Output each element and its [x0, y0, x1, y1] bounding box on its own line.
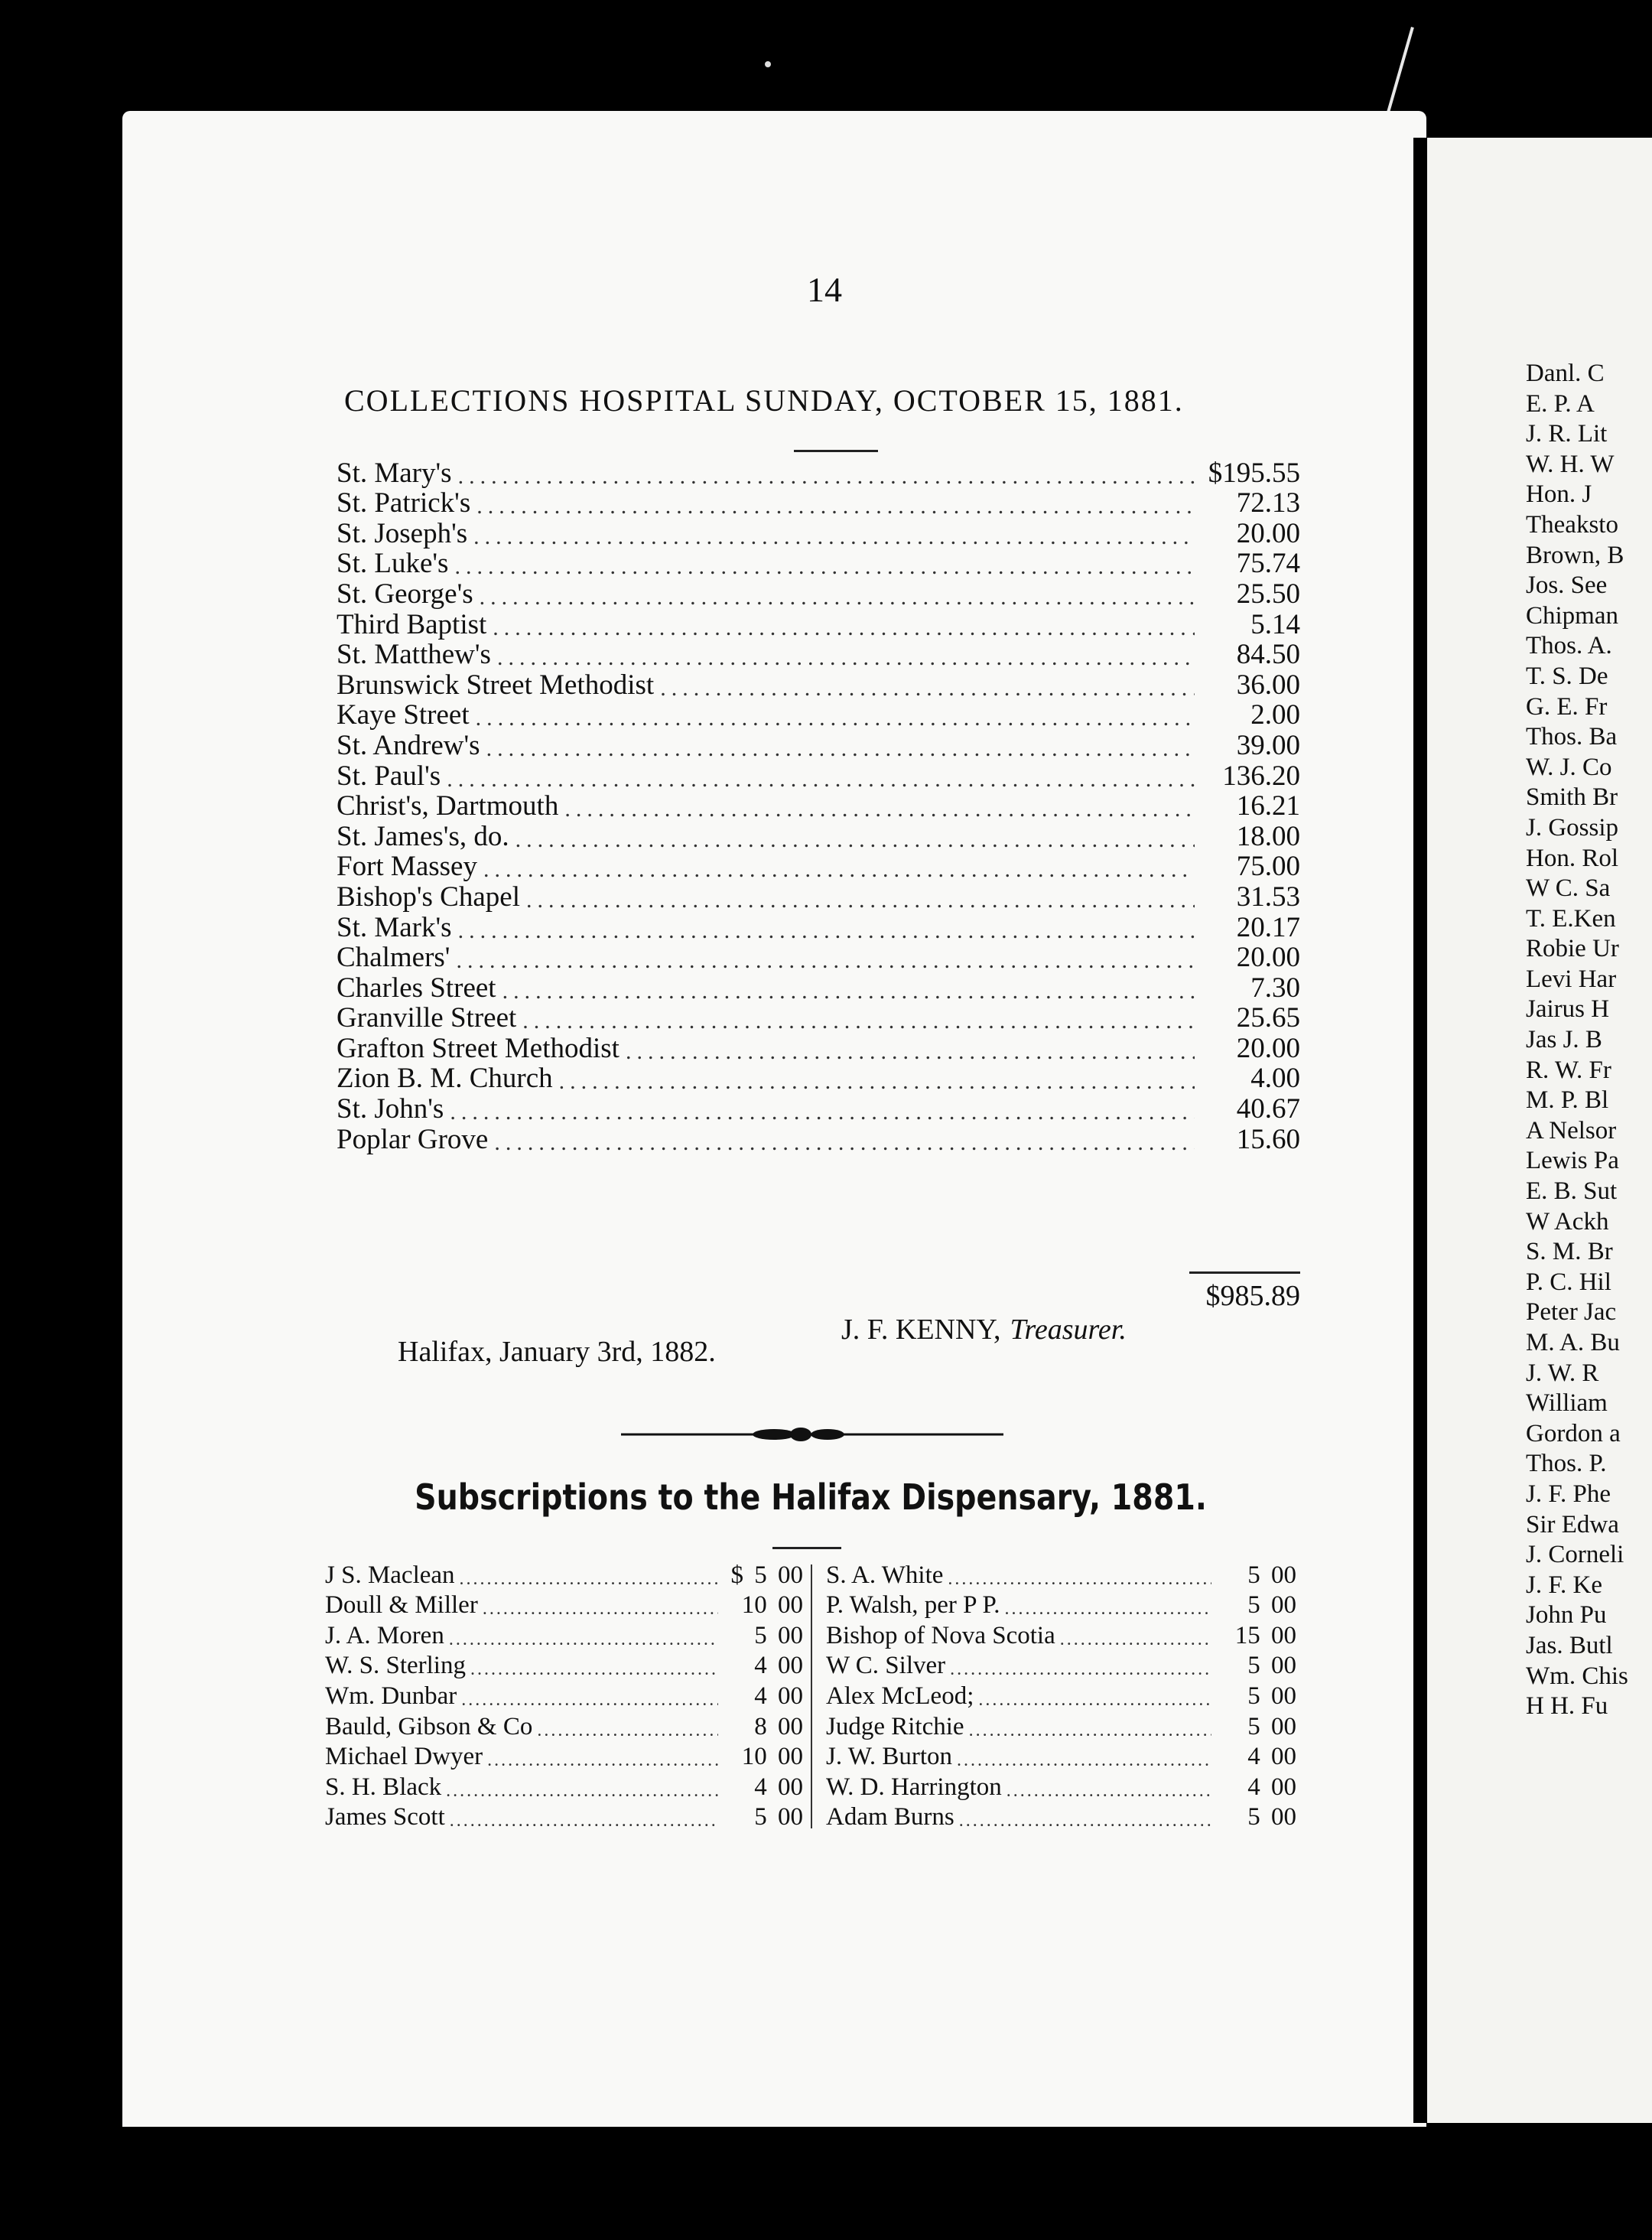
entry-amount: 20.00	[1236, 942, 1300, 974]
entry-name: P. Walsh, per P P.	[826, 1591, 1000, 1620]
next-page-line: M. P. Bl	[1526, 1086, 1609, 1115]
collections-list	[337, 459, 1300, 1156]
list-item	[826, 1711, 1296, 1741]
entry-name: Poplar Grove	[337, 1123, 489, 1155]
list-item	[337, 1065, 1300, 1096]
dot-leader	[460, 1569, 718, 1590]
dot-leader	[483, 1599, 718, 1620]
entry-amount: 5 00	[754, 1803, 803, 1831]
dot-leader	[480, 584, 1195, 610]
next-page-line: John Pu	[1526, 1601, 1607, 1630]
next-page-line: Peter Jac	[1526, 1298, 1617, 1327]
entry-name: W C. Silver	[826, 1652, 946, 1680]
entry-amount: 25.50	[1236, 578, 1300, 610]
entry-name: Grafton Street Methodist	[337, 1032, 620, 1064]
entry-name: Fort Massey	[337, 851, 477, 883]
dot-leader	[497, 645, 1195, 671]
dot-leader	[450, 1099, 1195, 1125]
entry-amount: $ 5 00	[730, 1561, 803, 1589]
next-page-line: Thos. A.	[1526, 632, 1612, 660]
entry-name: W. D. Harrington	[826, 1773, 1002, 1801]
next-page-line: William	[1526, 1389, 1608, 1418]
next-page-line: E. P. A	[1526, 389, 1595, 418]
next-page-line: E. B. Sut	[1526, 1177, 1618, 1206]
entry-amount: 2.00	[1250, 699, 1300, 731]
entry-name: S. A. White	[826, 1561, 944, 1589]
entry-amount: 5 00	[1247, 1561, 1296, 1589]
entry-amount: 4 00	[754, 1682, 803, 1710]
dot-leader	[950, 1659, 1211, 1680]
entry-name: Bishop's Chapel	[337, 881, 520, 913]
dot-leader	[486, 736, 1195, 762]
dot-leader	[1006, 1781, 1211, 1802]
list-item	[325, 1802, 803, 1832]
entry-amount: 4 00	[1247, 1743, 1296, 1771]
next-page-line: J. F. Phe	[1526, 1480, 1611, 1508]
list-item	[325, 1680, 803, 1711]
collections-total: $985.89	[1205, 1280, 1300, 1312]
entry-name: Bauld, Gibson & Co	[325, 1712, 533, 1740]
next-page-line: J. F. Ke	[1526, 1571, 1603, 1599]
column-divider	[811, 1564, 812, 1828]
dot-leader	[559, 1069, 1195, 1095]
next-page-line: A Nelsor	[1526, 1116, 1617, 1144]
next-page-line: Hon. J	[1526, 480, 1592, 509]
list-item	[325, 1771, 803, 1802]
dot-leader	[487, 1750, 718, 1771]
dot-leader	[483, 857, 1195, 883]
entry-name: Adam Burns	[826, 1803, 954, 1831]
entry-amount: 8 00	[754, 1712, 803, 1740]
next-page-line: Brown, B	[1526, 541, 1624, 569]
entry-amount: 10 00	[741, 1591, 803, 1620]
list-item	[337, 883, 1300, 913]
list-item	[337, 853, 1300, 884]
entry-name: St. John's	[337, 1093, 444, 1125]
entry-amount: 4 00	[1247, 1773, 1296, 1801]
dot-leader	[454, 554, 1195, 580]
next-page-line: Chipman	[1526, 601, 1618, 630]
list-item	[337, 1125, 1300, 1156]
list-item	[337, 790, 1300, 823]
entry-amount: 75.74	[1236, 548, 1300, 580]
dot-leader	[502, 978, 1195, 1004]
entry-amount: 15 00	[1234, 1621, 1296, 1649]
dot-leader	[537, 1721, 718, 1741]
entry-amount: 5 00	[1247, 1652, 1296, 1680]
entry-name: Michael Dwyer	[325, 1743, 483, 1771]
entry-name: James Scott	[325, 1803, 445, 1831]
next-page-line: Jairus H	[1526, 995, 1610, 1024]
dot-leader	[564, 796, 1195, 822]
next-page-line: J. W. R	[1526, 1359, 1599, 1387]
list-item	[826, 1590, 1296, 1620]
next-page-line: Hon. Rol	[1526, 844, 1619, 872]
next-page-line: Levi Har	[1526, 965, 1617, 993]
entry-amount: 5 00	[1247, 1712, 1296, 1740]
entry-amount: $195.55	[1208, 457, 1300, 489]
list-item	[337, 1095, 1300, 1125]
entry-amount: 5 00	[1247, 1682, 1296, 1710]
next-page-line: W. J. Co	[1526, 753, 1612, 781]
list-item	[337, 610, 1300, 641]
dot-leader	[978, 1690, 1211, 1711]
dot-leader	[493, 615, 1195, 641]
ornament-divider	[621, 1423, 1003, 1446]
entry-name: J S. Maclean	[325, 1561, 455, 1589]
entry-name: St. Matthew's	[337, 639, 491, 671]
next-page-line: Lewis Pa	[1526, 1147, 1619, 1175]
list-item	[325, 1741, 803, 1772]
list-item	[337, 519, 1300, 550]
next-page-line: W C. Sa	[1526, 874, 1611, 903]
dot-leader	[969, 1721, 1211, 1741]
dot-leader	[476, 493, 1195, 519]
next-page-line: J. R. Lit	[1526, 420, 1608, 448]
treasurer-title: Treasurer.	[1010, 1314, 1127, 1346]
treasurer-name: J. F. KENNY,	[841, 1314, 1001, 1346]
entry-name: Charles Street	[337, 972, 496, 1004]
dot-leader	[456, 948, 1195, 974]
list-item	[337, 913, 1300, 944]
dot-leader	[522, 1008, 1195, 1034]
dot-leader	[473, 524, 1195, 550]
entry-amount: 40.67	[1236, 1093, 1300, 1125]
entry-name: Zion B. M. Church	[337, 1063, 553, 1095]
next-page-line: Jos. See	[1526, 571, 1608, 600]
entry-amount: 5.14	[1250, 608, 1300, 640]
entry-name: Chalmers'	[337, 942, 450, 974]
next-page-line: S. M. Br	[1526, 1238, 1613, 1266]
next-page-line: H H. Fu	[1526, 1692, 1608, 1721]
next-page-line: Robie Ur	[1526, 935, 1619, 963]
list-item	[337, 974, 1300, 1004]
entry-name: St. Mark's	[337, 911, 452, 943]
entry-amount: 10 00	[741, 1743, 803, 1771]
entry-amount: 136.20	[1222, 760, 1300, 792]
next-page-line: Thos. P.	[1526, 1450, 1607, 1478]
entry-amount: 72.13	[1236, 487, 1300, 519]
entry-amount: 5 00	[1247, 1803, 1296, 1831]
subscriptions-title: Subscriptions to the Halifax Dispensary, 1881.	[415, 1477, 1207, 1518]
list-item	[826, 1741, 1296, 1772]
entry-amount: 20.00	[1236, 517, 1300, 549]
list-item	[337, 487, 1300, 520]
treasurer-signature	[841, 1313, 1127, 1346]
list-item	[337, 1034, 1300, 1065]
dot-leader	[1004, 1599, 1211, 1620]
list-item	[826, 1650, 1296, 1681]
dot-leader	[515, 827, 1195, 853]
next-page-line: T. S. De	[1526, 662, 1608, 690]
next-page-line: J. Corneli	[1526, 1541, 1624, 1569]
dot-leader	[626, 1039, 1195, 1065]
list-item	[337, 550, 1300, 581]
dot-leader	[526, 887, 1195, 913]
date-line: Halifax, January 3rd, 1882.	[398, 1336, 716, 1368]
dot-leader	[458, 464, 1195, 490]
next-page-line: W Ackh	[1526, 1207, 1609, 1236]
list-item	[337, 1004, 1300, 1035]
entry-name: S. H. Black	[325, 1773, 442, 1801]
list-item	[337, 762, 1300, 793]
list-item	[337, 944, 1300, 975]
next-page-line: Thos. Ba	[1526, 723, 1618, 751]
entry-amount: 31.53	[1236, 881, 1300, 913]
next-page-text	[1526, 360, 1652, 1723]
list-item	[337, 699, 1300, 732]
list-item	[826, 1559, 1296, 1590]
entry-name: Granville Street	[337, 1002, 517, 1034]
dot-leader	[957, 1750, 1211, 1771]
dot-leader	[1060, 1630, 1211, 1650]
list-item	[337, 580, 1300, 610]
title-underline	[794, 450, 878, 452]
entry-name: St. Mary's	[337, 457, 452, 489]
entry-amount: 4.00	[1250, 1063, 1300, 1095]
list-item	[325, 1650, 803, 1681]
next-page-line: M. A. Bu	[1526, 1329, 1620, 1356]
entry-amount: 39.00	[1236, 729, 1300, 761]
next-page-line: Jas J. B	[1526, 1026, 1602, 1054]
next-page-line: Theaksto	[1526, 510, 1618, 539]
list-item	[337, 459, 1300, 490]
entry-name: Wm. Dunbar	[325, 1682, 457, 1710]
entry-amount: 7.30	[1250, 972, 1300, 1004]
dust-speck	[765, 61, 771, 67]
entry-name: Bishop of Nova Scotia	[826, 1621, 1055, 1649]
entry-name: St. Luke's	[337, 548, 449, 580]
entry-name: J. A. Moren	[325, 1621, 444, 1649]
next-page-line: Jas. Butl	[1526, 1631, 1613, 1659]
dot-leader	[450, 1811, 718, 1831]
list-item	[337, 671, 1300, 702]
sum-rule	[1189, 1271, 1300, 1274]
dot-leader	[959, 1811, 1211, 1831]
entry-amount: 25.65	[1236, 1002, 1300, 1034]
collections-title: COLLECTIONS HOSPITAL SUNDAY, OCTOBER 15, 1881.	[344, 383, 1184, 418]
dot-leader	[449, 1630, 718, 1650]
entry-name: J. W. Burton	[826, 1743, 953, 1771]
page-gutter	[1413, 138, 1427, 2123]
entry-name: Doull & Miller	[325, 1591, 478, 1620]
subscriptions-underline	[772, 1547, 841, 1549]
next-page-line: P. C. Hil	[1526, 1268, 1611, 1296]
entry-amount: 20.00	[1236, 1032, 1300, 1064]
next-page-line: Sir Edwa	[1526, 1510, 1619, 1538]
entry-amount: 84.50	[1236, 639, 1300, 671]
list-item	[826, 1771, 1296, 1802]
entry-amount: 15.60	[1236, 1123, 1300, 1155]
next-page-line: W. H. W	[1526, 450, 1615, 478]
entry-amount: 75.00	[1236, 851, 1300, 883]
entry-name: St. George's	[337, 578, 473, 610]
next-page-line: G. E. Fr	[1526, 692, 1608, 721]
entry-amount: 36.00	[1236, 669, 1300, 701]
list-item	[826, 1680, 1296, 1711]
list-item	[325, 1590, 803, 1620]
list-item	[337, 822, 1300, 853]
entry-amount: 5 00	[754, 1621, 803, 1649]
list-item	[325, 1620, 803, 1650]
entry-amount: 16.21	[1236, 790, 1300, 822]
list-item	[325, 1711, 803, 1741]
next-page-line: T. E.Ken	[1526, 904, 1616, 933]
next-page-line: Gordon a	[1526, 1419, 1621, 1447]
dot-leader	[476, 705, 1195, 731]
subscriptions-left-column	[325, 1559, 803, 1831]
dot-leader	[458, 918, 1195, 944]
dot-leader	[494, 1130, 1195, 1156]
next-page-line: Wm. Chis	[1526, 1662, 1628, 1690]
entry-name: Christ's, Dartmouth	[337, 790, 559, 822]
list-item	[826, 1620, 1296, 1650]
dot-leader	[948, 1569, 1211, 1590]
list-item	[337, 641, 1300, 672]
dot-leader	[461, 1690, 718, 1711]
entry-amount: 4 00	[754, 1652, 803, 1680]
dot-leader	[660, 676, 1195, 702]
dot-leader	[447, 767, 1195, 793]
dot-leader	[470, 1659, 718, 1680]
next-page-line: Smith Br	[1526, 783, 1618, 812]
entry-name: St. Andrew's	[337, 729, 480, 761]
entry-name: Brunswick Street Methodist	[337, 669, 655, 701]
entry-name: St. Joseph's	[337, 517, 468, 549]
entry-name: St. Paul's	[337, 760, 441, 792]
list-item	[337, 731, 1300, 762]
next-page-line: R. W. Fr	[1526, 1056, 1611, 1084]
dot-leader	[446, 1781, 718, 1802]
entry-amount: 18.00	[1236, 820, 1300, 852]
entry-name: Alex McLeod;	[826, 1682, 974, 1710]
list-item	[826, 1802, 1296, 1832]
next-page-line: J. Gossip	[1526, 813, 1619, 842]
subscriptions-right-column	[826, 1559, 1296, 1831]
entry-name: St. James's, do.	[337, 820, 509, 852]
page-number: 14	[807, 270, 842, 309]
list-item	[325, 1559, 803, 1590]
entry-name: Judge Ritchie	[826, 1712, 964, 1740]
entry-amount: 4 00	[754, 1773, 803, 1801]
next-page-line: Danl. C	[1526, 360, 1605, 387]
entry-name: Kaye Street	[337, 699, 470, 731]
entry-amount: 20.17	[1236, 911, 1300, 943]
entry-name: St. Patrick's	[337, 487, 471, 519]
entry-amount: 5 00	[1247, 1591, 1296, 1620]
entry-name: Third Baptist	[337, 608, 487, 640]
entry-name: W. S. Sterling	[325, 1652, 466, 1680]
